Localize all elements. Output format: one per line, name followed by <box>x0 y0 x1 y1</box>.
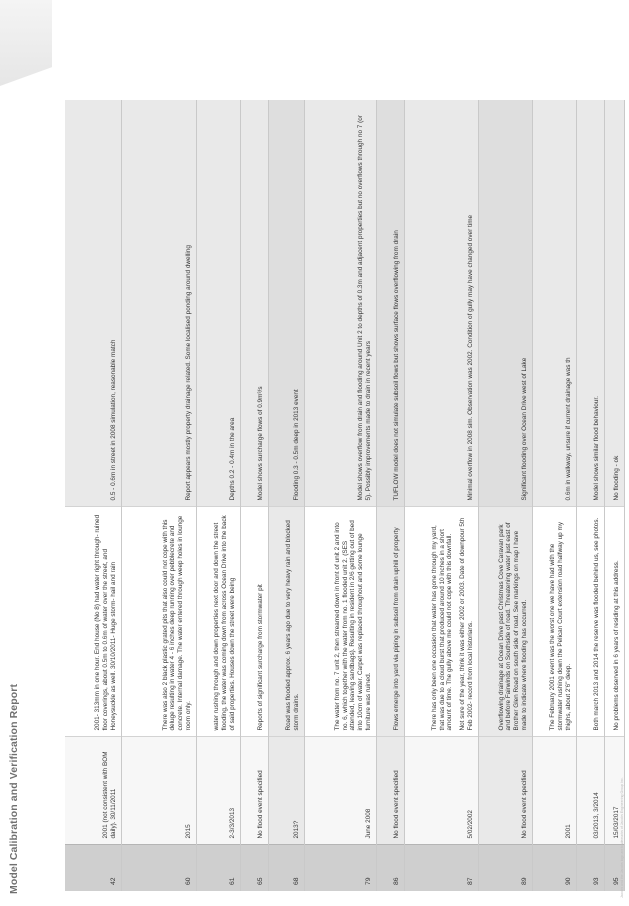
row-id-cell: 90 <box>532 845 576 891</box>
row-id-cell: 93 <box>576 845 604 891</box>
table-row <box>304 100 376 891</box>
page-corner-tab <box>0 0 52 86</box>
table-body <box>65 100 624 891</box>
model-comment-cell: Model shows overflow from drain and flooding around Unit 2 to depths of 0.3m and adjacent properties but no overflows through no 7 (or 5). Possibly improvements made to drain in recent years <box>304 100 376 507</box>
model-comment-cell: Significant flooding over Ocean Drive west of Lake <box>478 100 532 507</box>
observation-text: Overflowing drainage at Ocean Drive past Christmas Cove Caravan park and before Fairwinds on Southside of road. Threatening water just east of Brother Glen Road on south side of road. See markings on map I have made to indicate where flooding has occurred. <box>497 522 528 731</box>
row-id-cell: 60 <box>121 845 196 891</box>
model-comment-cell: Flooding 0.3 - 0.5m deep in 2013 event <box>268 100 304 507</box>
observation-cell <box>304 507 376 737</box>
observation-text: 2001- 313mm in one hour. End house (No 8) had water right through- ruined floor coverings, about 0.5m to 0.6m of water over the street, and Honeysuckle as well. 30/10/2011- Huge storm- hail and rain <box>94 514 117 731</box>
row-id-cell: 68 <box>268 845 304 891</box>
model-comment-cell: 0.5 - 0.6m in street in 2008 simulation, reasonable match <box>65 100 121 507</box>
observation-paragraphs <box>257 514 265 731</box>
observation-paragraphs <box>94 514 117 731</box>
event-date-cell: 2013? <box>268 737 304 845</box>
observation-text: No problems observed in 6 years of residing at this address. <box>612 560 620 731</box>
event-date-cell: 2001 (not consistent with BOM daily). 30/11/2011 <box>65 737 121 845</box>
event-date-cell: 2015 <box>121 737 196 845</box>
observation-cell <box>404 507 478 737</box>
footer-note: Jacobs and the Jacobs logo are trademarks of Jacobs Engineering Group Inc. <box>620 777 624 898</box>
observation-cell <box>121 507 196 737</box>
observation-cell <box>576 507 604 737</box>
row-id-cell: 87 <box>404 845 478 891</box>
observation-paragraphs <box>285 514 300 731</box>
observation-paragraphs <box>162 514 193 731</box>
event-date-cell: 03/2013, 3/2014 <box>576 737 604 845</box>
observation-cell <box>604 507 624 737</box>
observation-text: There was also 2 black plastic grated pits that also could not cope with this deluge resulting in water 4 - 6 inches deep running over pebblecrete and concrete. Internal damage. The water entered through weep holes in lounge room only. <box>161 515 192 731</box>
event-date-cell: No flood event specified <box>478 737 532 845</box>
model-comment-cell: Minimal overflow in 2008 sim. Observation was 2002. Condition of gully may have changed over time <box>404 100 478 507</box>
table-row <box>478 100 532 891</box>
observation-cell <box>532 507 576 737</box>
table-row <box>604 100 624 891</box>
event-date-cell: 2-3/3/2013 <box>196 737 240 845</box>
table-row <box>576 100 604 891</box>
observation-text: The water from no. 7 unit 2, then streamed down in front of unit 2 and into no. 6, which together with the water from no. 1 flooded unit 2. (SES attended, leaving sandbags). Resulting in resident in 2/6 getting out of bed into 10cm of water. Carpet was replaced throughout and some lounge furniture was ruined. <box>333 520 372 731</box>
observation-text: Reports of significant surcharge from stormwater pit <box>256 584 264 731</box>
calibration-table <box>65 100 625 891</box>
model-comment-cell: Depths 0.2 - 0.4m in the area <box>196 100 240 507</box>
event-date-cell: No flood event specified <box>240 737 268 845</box>
observation-text: Road was flooded approx. 6 years ago due to very heavy rain and blocked storm drains. <box>285 520 300 731</box>
table-row <box>404 100 478 891</box>
event-date-cell: No flood event specified <box>376 737 404 845</box>
row-id-cell: 95 <box>604 845 624 891</box>
row-id-cell: 79 <box>304 845 376 891</box>
observation-cell <box>478 507 532 737</box>
report-title: Model Calibration and Verification Report <box>8 683 20 894</box>
observation-paragraphs <box>334 514 373 731</box>
row-id-cell: 86 <box>376 845 404 891</box>
observation-cell <box>268 507 304 737</box>
table-row <box>532 100 576 891</box>
table-row <box>196 100 240 891</box>
model-comment-cell: Model shows similar flood behaviour. <box>576 100 604 507</box>
event-date-cell: June 2008 <box>304 737 376 845</box>
observation-text: Not sure of the year, think it was either 2002 or 2003. Date of downpour 5th Feb 2002- record from local historians. <box>459 517 474 731</box>
observation-cell <box>65 507 121 737</box>
observation-cell <box>376 507 404 737</box>
row-id-cell: 65 <box>240 845 268 891</box>
observation-paragraphs <box>549 514 572 731</box>
observation-paragraphs <box>431 514 475 731</box>
row-id-cell: 42 <box>65 845 121 891</box>
model-comment-cell: No flooding - ok <box>604 100 624 507</box>
observation-text: water rushing through and down properties next door and down the street flooding, the water was coming down from across Ocean Drive into the back of said properties. Houses down the street were being <box>213 515 236 731</box>
table-row <box>268 100 304 891</box>
event-date-cell: 5/02/2002 <box>404 737 478 845</box>
observation-text: There has only been one occasion that water has gone through my yard, that was due to a cloud burst that produced around 10 inches in a short amount of time. The gully above me could not cope with this downfall. <box>430 525 454 731</box>
observation-cell <box>196 507 240 737</box>
row-id-cell: 61 <box>196 845 240 891</box>
event-date-cell: 2001 <box>532 737 576 845</box>
observation-text: Flows emerge into yard via piping in subsoil from drain uphill of property <box>392 527 400 731</box>
observation-text: The February 2001 event was the worst one we have had with the stormwater rushing down the Pelican Court extension road halfway up my thighs, about 2'6" deep. <box>549 521 572 731</box>
observation-paragraphs <box>593 514 601 731</box>
model-comment-cell: TUFLOW model does not simulate subsoil flows but shows surface flows overflowing from drain <box>376 100 404 507</box>
observation-paragraphs <box>498 514 529 731</box>
observation-cell <box>240 507 268 737</box>
table-row <box>240 100 268 891</box>
model-comment-cell: 0.6m in walkway, unsure if current drainage was th <box>532 100 576 507</box>
table-row <box>121 100 196 891</box>
model-comment-cell: Model shows surcharge flows of 0.9m³/s <box>240 100 268 507</box>
event-date-cell: 15/03/2017 <box>604 737 624 845</box>
table-row <box>376 100 404 891</box>
observation-text: Both march 2013 and 2014 the reserve was flooded behind us, see photos. <box>592 517 600 731</box>
observation-paragraphs <box>613 514 621 731</box>
observation-paragraphs <box>213 514 236 731</box>
observation-paragraphs <box>393 514 401 731</box>
model-comment-cell: Report appears mostly property drainage related. Some localised ponding around dwelling <box>121 100 196 507</box>
table-row <box>65 100 121 891</box>
row-id-cell: 89 <box>478 845 532 891</box>
